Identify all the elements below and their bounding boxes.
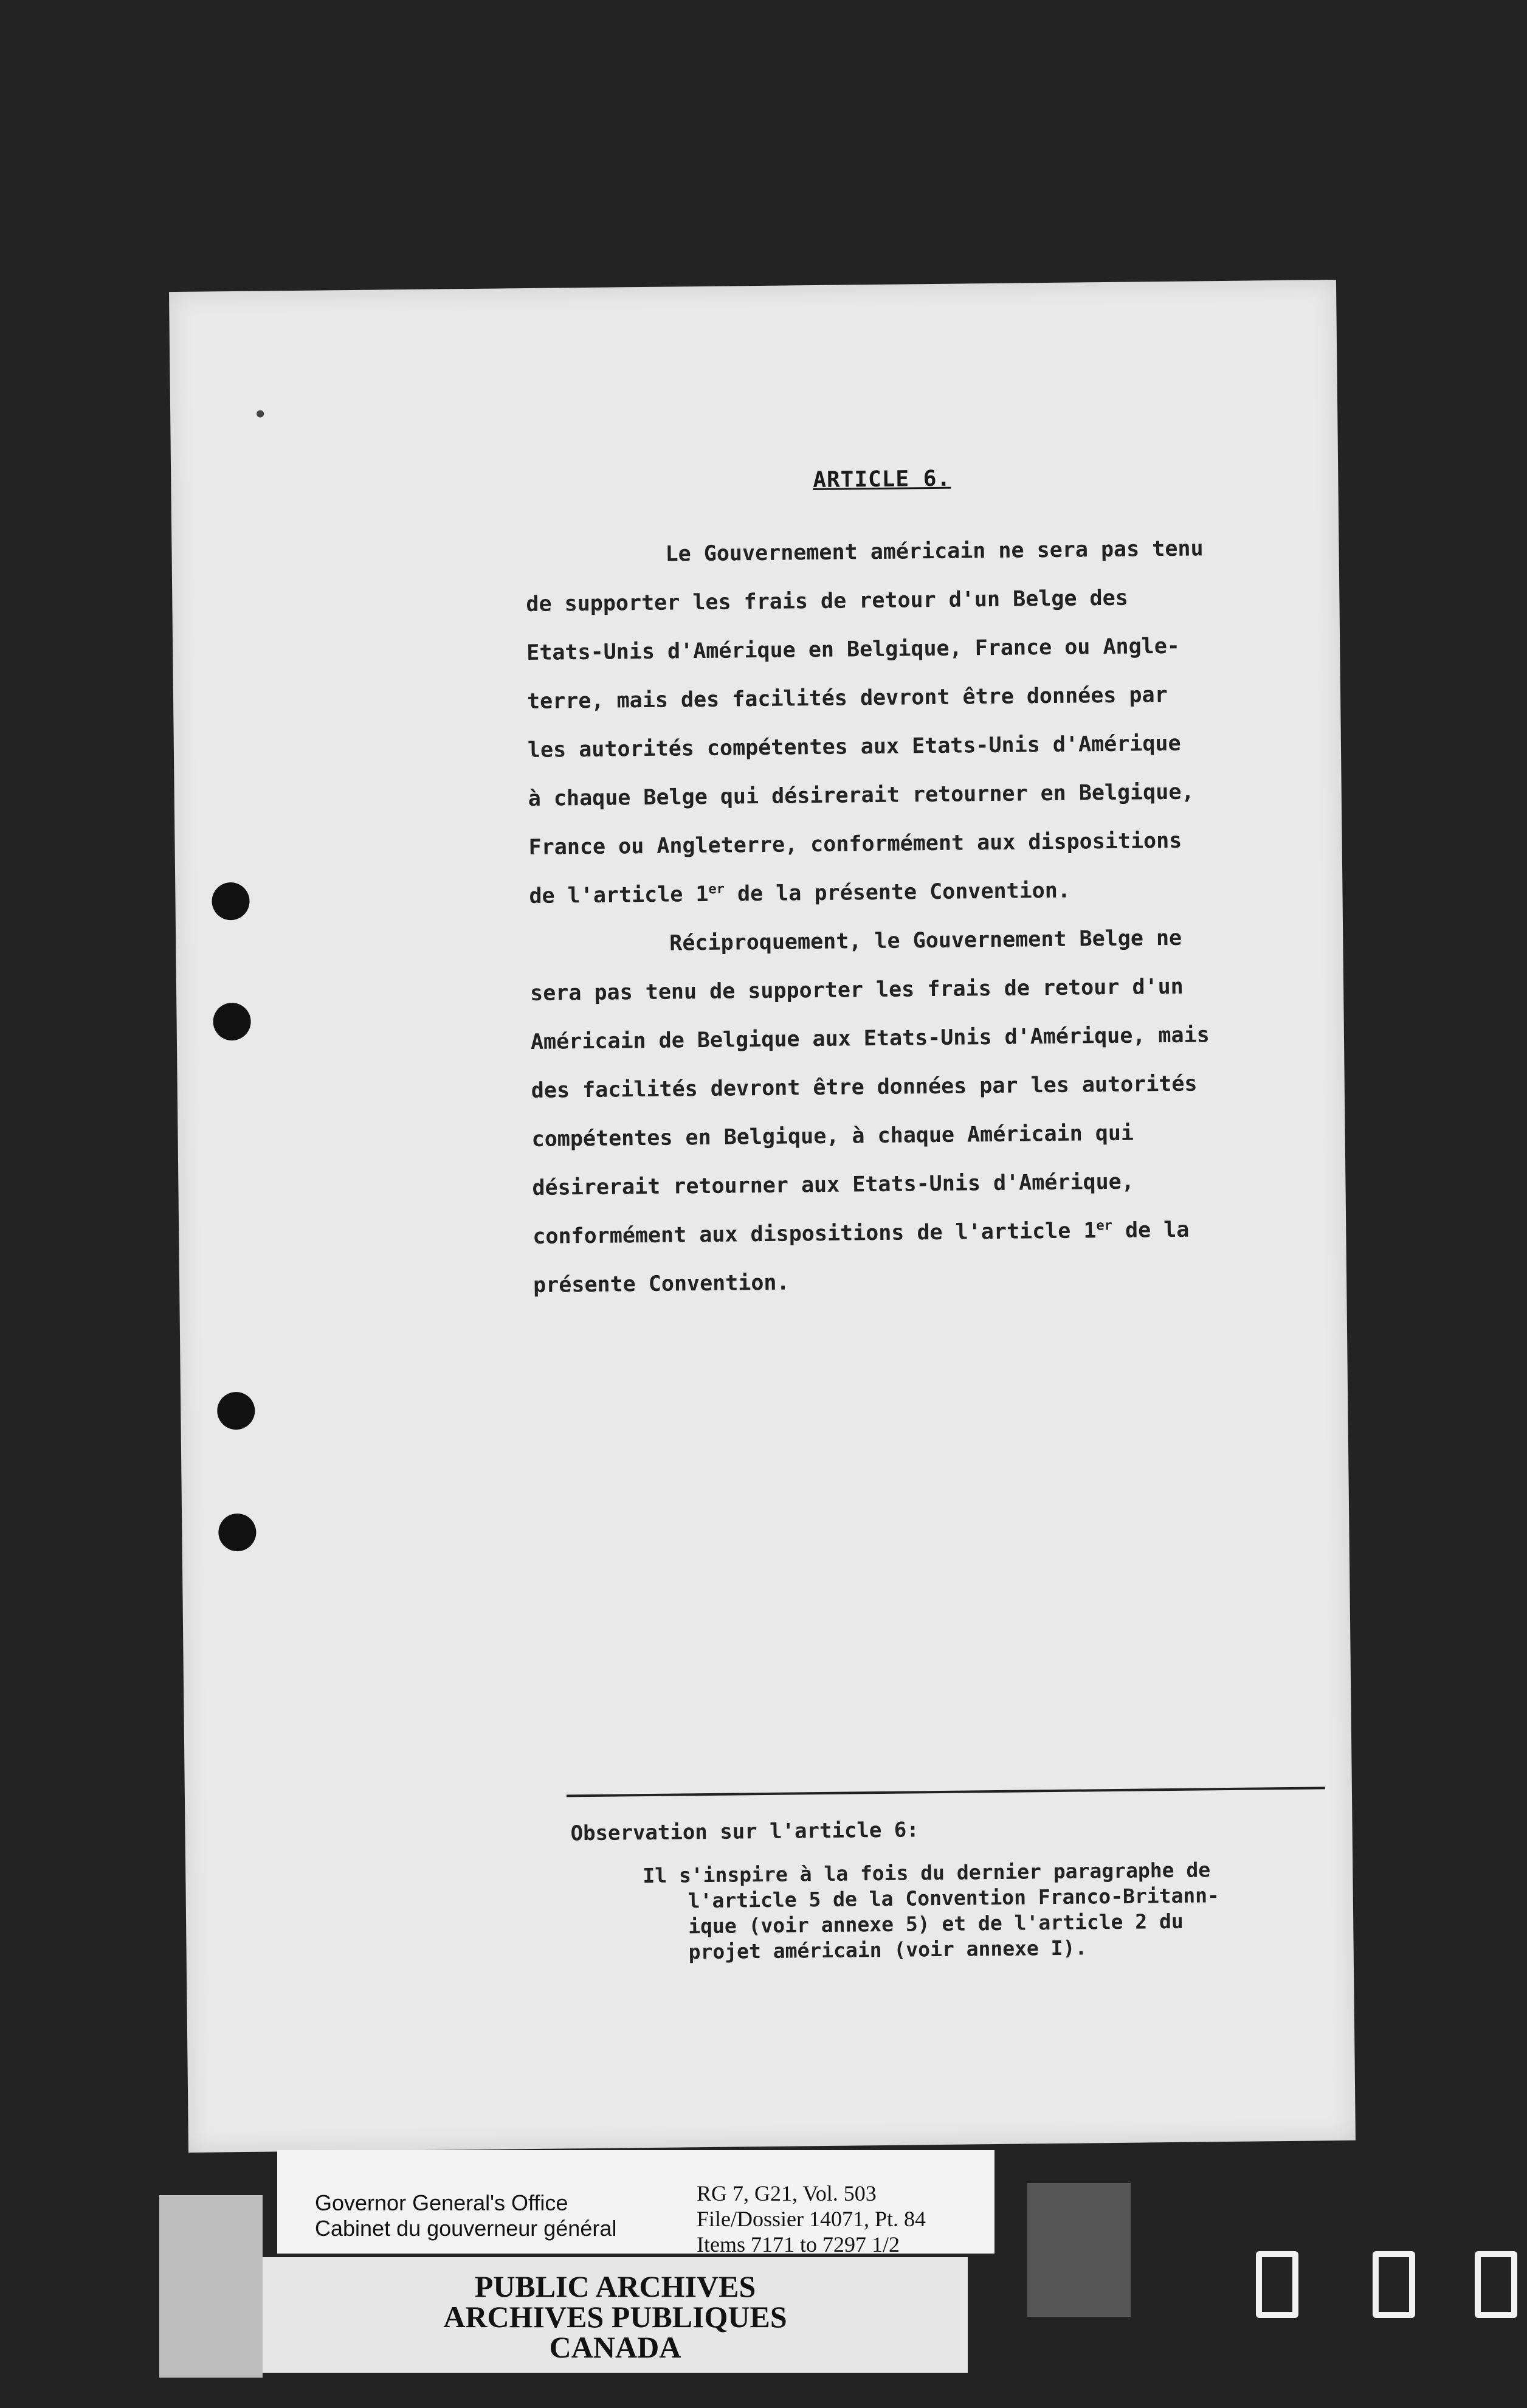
archive-card-shadow [1027,2183,1131,2317]
paragraph-line: présente Convention. [533,1270,790,1298]
paragraph-line: Le Gouvernement américain ne sera pas tenu [665,536,1204,567]
text-fragment: de la présente Convention. [724,878,1071,907]
item-range: Items 7171 to 7297 1/2 [697,2232,900,2257]
document-page [169,280,1356,2153]
paragraph-line: Américain de Belgique aux Etats-Unis d'Amérique, mais [530,1023,1210,1054]
punch-hole [212,882,250,921]
paragraph-line: Etats-Unis d'Amérique en Belgique, France ou Angle- [526,634,1181,666]
punch-hole [213,1003,251,1041]
observation-title: Observation sur l'article 6: [570,1818,919,1846]
paragraph-line: terre, mais des facilités devront être données par [526,682,1168,714]
observation-line: l'article 5 de la Convention Franco-Britann- [688,1883,1220,1913]
superscript: er [708,881,725,898]
section-divider [567,1787,1325,1797]
counter-digit [1256,2251,1298,2318]
archives-stamp [263,2257,968,2373]
paragraph-line: de supporter les frais de retour d'un Belge des [526,586,1128,617]
counter-digit [1373,2251,1415,2318]
text-fragment: de la [1112,1217,1190,1243]
file-number: File/Dossier 14071, Pt. 84 [697,2207,926,2231]
paragraph-line [529,864,1295,921]
paragraph-line: France ou Angleterre, conformément aux dispositions [528,828,1182,860]
paragraph-line: sera pas tenu de supporter les frais de retour d'un [529,974,1184,1006]
observation-line: ique (voir annexe 5) et de l'article 2 du [688,1909,1184,1939]
paragraph-line: des facilités devront être données par les autorités [531,1071,1198,1103]
observation-line: Il s'inspire à la fois du dernier paragraphe de [643,1858,1211,1888]
ink-dot [257,410,264,418]
paragraph-line: compétentes en Belgique, à chaque Américain qui [531,1121,1134,1152]
text-fragment: de l'article 1 [529,882,709,908]
archive-card-left [159,2195,263,2378]
article-body [525,524,1299,1310]
archive-reference-label [277,2150,994,2257]
archives-name-en: PUBLIC ARCHIVES [474,2269,756,2303]
article-heading: ARTICLE 6. [813,466,951,493]
archives-name-fr: ARCHIVES PUBLIQUES [443,2300,787,2334]
counter-digit [1475,2251,1517,2318]
paragraph-line: Réciproquement, le Gouvernement Belge ne [669,925,1182,956]
archives-country: CANADA [549,2330,681,2364]
text-fragment: conformément aux dispositions de l'article 1 [533,1219,1097,1249]
paragraph-line: les autorités compétentes aux Etats-Unis d'Amérique [527,731,1181,763]
office-name-en: Governor General's Office [315,2190,568,2215]
punch-hole [218,1514,257,1552]
paragraph-line [533,1205,1299,1261]
observation-line: projet américain (voir annexe I). [688,1936,1088,1964]
punch-hole [217,1392,255,1430]
superscript: er [1096,1218,1112,1234]
paragraph-line: à chaque Belge qui désirerait retourner en Belgique, [528,780,1194,811]
office-name-fr: Cabinet du gouverneur général [315,2216,617,2241]
record-group: RG 7, G21, Vol. 503 [697,2181,877,2206]
observation-text [643,1856,1325,1965]
paragraph-line: désirerait retourner aux Etats-Unis d'Amérique, [532,1169,1135,1200]
